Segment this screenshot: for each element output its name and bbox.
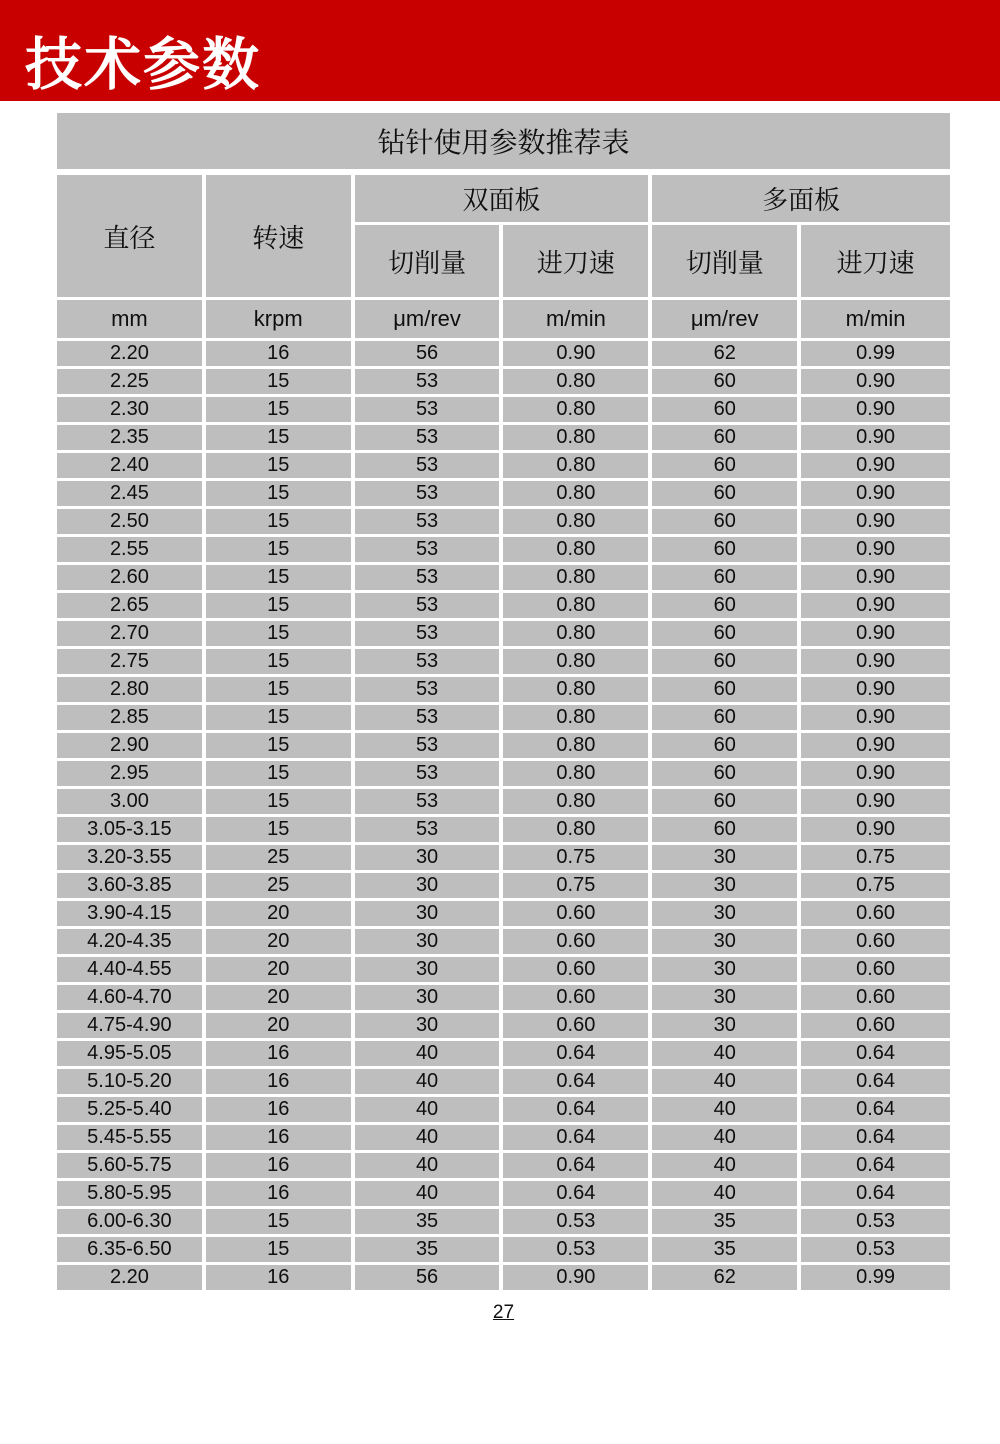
page-footer [57, 1302, 950, 1324]
parameters-table [57, 113, 950, 1293]
table-cell: 0.60 [503, 929, 652, 957]
table-cell: 0.80 [503, 565, 652, 593]
table-row [57, 985, 950, 1013]
table-cell: 53 [355, 761, 504, 789]
table-cell: 0.80 [503, 789, 652, 817]
table-cell: 20 [206, 957, 355, 985]
table-cell: 53 [355, 733, 504, 761]
table-row [57, 1013, 950, 1041]
table-cell: 2.85 [57, 705, 206, 733]
table-body [57, 341, 950, 1293]
table-cell: 56 [355, 341, 504, 369]
table-cell: 60 [652, 733, 801, 761]
unit-cell: krpm [206, 300, 355, 341]
table-row [57, 1069, 950, 1097]
table-cell: 0.80 [503, 425, 652, 453]
table-cell: 53 [355, 565, 504, 593]
table-row [57, 1209, 950, 1237]
table-cell: 0.64 [503, 1181, 652, 1209]
table-cell: 30 [355, 957, 504, 985]
table-cell: 0.90 [801, 481, 950, 509]
table-cell: 2.95 [57, 761, 206, 789]
table-cell: 0.90 [801, 397, 950, 425]
table-cell: 60 [652, 649, 801, 677]
table-cell: 60 [652, 789, 801, 817]
table-cell: 0.90 [801, 593, 950, 621]
table-cell: 2.35 [57, 425, 206, 453]
table-cell: 62 [652, 341, 801, 369]
table-cell: 53 [355, 481, 504, 509]
table-cell: 16 [206, 1125, 355, 1153]
table-row [57, 397, 950, 425]
table-row [57, 761, 950, 789]
table-cell: 30 [652, 985, 801, 1013]
table-row [57, 537, 950, 565]
table-cell: 30 [355, 985, 504, 1013]
table-cell: 15 [206, 621, 355, 649]
table-cell: 0.80 [503, 677, 652, 705]
table-row [57, 649, 950, 677]
page-title: 技术参数 [25, 33, 261, 97]
table-cell: 40 [652, 1181, 801, 1209]
table-cell: 15 [206, 789, 355, 817]
table-cell: 53 [355, 593, 504, 621]
table-title-row [57, 113, 950, 175]
table-cell: 0.80 [503, 705, 652, 733]
table-cell: 0.53 [801, 1209, 950, 1237]
table-cell: 15 [206, 565, 355, 593]
table-cell: 0.64 [801, 1125, 950, 1153]
table-cell: 3.00 [57, 789, 206, 817]
table-cell: 60 [652, 621, 801, 649]
table-cell: 40 [652, 1041, 801, 1069]
table-cell: 0.90 [503, 1265, 652, 1293]
table-cell: 40 [355, 1153, 504, 1181]
table-cell: 0.90 [801, 649, 950, 677]
table-cell: 0.64 [801, 1097, 950, 1125]
table-row [57, 845, 950, 873]
table-cell: 60 [652, 453, 801, 481]
table-cell: 0.90 [801, 509, 950, 537]
table-cell: 15 [206, 509, 355, 537]
table-cell: 53 [355, 509, 504, 537]
table-cell: 60 [652, 705, 801, 733]
table-cell: 0.64 [503, 1069, 652, 1097]
table-row [57, 677, 950, 705]
table-cell: 20 [206, 901, 355, 929]
table-cell: 25 [206, 873, 355, 901]
table-cell: 53 [355, 453, 504, 481]
table-cell: 40 [652, 1069, 801, 1097]
table-cell: 16 [206, 1181, 355, 1209]
table-cell: 53 [355, 621, 504, 649]
table-cell: 0.90 [801, 565, 950, 593]
table-cell: 30 [652, 901, 801, 929]
table-cell: 0.60 [801, 985, 950, 1013]
table-cell: 15 [206, 649, 355, 677]
table-cell: 0.60 [503, 1013, 652, 1041]
table-cell: 0.64 [503, 1125, 652, 1153]
table-cell: 0.90 [503, 341, 652, 369]
table-cell: 15 [206, 537, 355, 565]
table-cell: 0.60 [801, 929, 950, 957]
table-cell: 60 [652, 677, 801, 705]
table-cell: 16 [206, 341, 355, 369]
table-cell: 0.80 [503, 397, 652, 425]
table-cell: 53 [355, 817, 504, 845]
table-cell: 0.64 [503, 1041, 652, 1069]
table-cell: 2.45 [57, 481, 206, 509]
table-cell: 0.80 [503, 481, 652, 509]
table-cell: 0.80 [503, 537, 652, 565]
table-cell: 15 [206, 817, 355, 845]
table-row [57, 901, 950, 929]
table-cell: 0.90 [801, 537, 950, 565]
table-cell: 0.90 [801, 705, 950, 733]
table-row [57, 1097, 950, 1125]
table-cell: 0.90 [801, 453, 950, 481]
table-cell: 40 [355, 1069, 504, 1097]
table-cell: 60 [652, 593, 801, 621]
header-chipload-double: 切削量 [355, 225, 504, 300]
table-cell: 2.80 [57, 677, 206, 705]
table-cell: 60 [652, 397, 801, 425]
table-cell: 30 [652, 957, 801, 985]
table-cell: 60 [652, 509, 801, 537]
table-cell: 60 [652, 537, 801, 565]
table-cell: 15 [206, 453, 355, 481]
table-row [57, 621, 950, 649]
unit-cell: mm [57, 300, 206, 341]
table-cell: 53 [355, 425, 504, 453]
table-cell: 0.64 [801, 1041, 950, 1069]
table-cell: 15 [206, 705, 355, 733]
table-row [57, 733, 950, 761]
table-row [57, 929, 950, 957]
table-cell: 0.64 [801, 1181, 950, 1209]
table-cell: 3.90-4.15 [57, 901, 206, 929]
table-cell: 35 [652, 1237, 801, 1265]
table-cell: 4.60-4.70 [57, 985, 206, 1013]
table-cell: 2.30 [57, 397, 206, 425]
table-row [57, 817, 950, 845]
table-row [57, 873, 950, 901]
table-cell: 2.65 [57, 593, 206, 621]
table-cell: 2.60 [57, 565, 206, 593]
table-cell: 0.80 [503, 593, 652, 621]
table-cell: 0.80 [503, 509, 652, 537]
table-cell: 35 [355, 1209, 504, 1237]
header-chipload-multi: 切削量 [652, 225, 801, 300]
table-cell: 15 [206, 481, 355, 509]
table-cell: 2.70 [57, 621, 206, 649]
table-cell: 0.64 [503, 1097, 652, 1125]
table-cell: 5.60-5.75 [57, 1153, 206, 1181]
table-cell: 40 [355, 1181, 504, 1209]
table-cell: 16 [206, 1041, 355, 1069]
table-cell: 0.80 [503, 621, 652, 649]
table-cell: 6.00-6.30 [57, 1209, 206, 1237]
table-cell: 0.90 [801, 789, 950, 817]
table-cell: 0.60 [801, 901, 950, 929]
table-cell: 60 [652, 425, 801, 453]
table-cell: 0.64 [801, 1069, 950, 1097]
table-cell: 30 [355, 929, 504, 957]
header-group-multilayer: 多面板 [652, 175, 950, 225]
table-cell: 0.75 [801, 873, 950, 901]
table-cell: 0.80 [503, 761, 652, 789]
table-row [57, 789, 950, 817]
table-cell: 15 [206, 733, 355, 761]
table-cell: 0.75 [801, 845, 950, 873]
table-cell: 4.95-5.05 [57, 1041, 206, 1069]
unit-cell: m/min [801, 300, 950, 341]
table-cell: 0.99 [801, 1265, 950, 1293]
table-cell: 40 [355, 1097, 504, 1125]
table-cell: 15 [206, 425, 355, 453]
table-cell: 0.80 [503, 733, 652, 761]
table-cell: 30 [652, 929, 801, 957]
table-row [57, 1153, 950, 1181]
table-cell: 53 [355, 397, 504, 425]
table-cell: 0.75 [503, 873, 652, 901]
table-cell: 16 [206, 1069, 355, 1097]
table-cell: 30 [355, 873, 504, 901]
table-cell: 2.25 [57, 369, 206, 397]
table-cell: 30 [355, 1013, 504, 1041]
table-cell: 0.80 [503, 369, 652, 397]
table-cell: 0.60 [503, 957, 652, 985]
table-cell: 53 [355, 537, 504, 565]
table-cell: 0.53 [503, 1209, 652, 1237]
table-cell: 40 [652, 1097, 801, 1125]
table-cell: 2.90 [57, 733, 206, 761]
table-cell: 30 [652, 1013, 801, 1041]
table-cell: 53 [355, 677, 504, 705]
units-row [57, 300, 950, 341]
table-cell: 4.75-4.90 [57, 1013, 206, 1041]
table-row [57, 369, 950, 397]
table-cell: 0.60 [801, 957, 950, 985]
table-cell: 15 [206, 677, 355, 705]
table-cell: 30 [652, 873, 801, 901]
table-cell: 30 [652, 845, 801, 873]
table-cell: 0.99 [801, 341, 950, 369]
table-cell: 2.40 [57, 453, 206, 481]
table-cell: 20 [206, 1013, 355, 1041]
table-cell: 3.60-3.85 [57, 873, 206, 901]
table-cell: 3.20-3.55 [57, 845, 206, 873]
table-cell: 15 [206, 761, 355, 789]
table-row [57, 1041, 950, 1069]
table-cell: 60 [652, 565, 801, 593]
table-row [57, 509, 950, 537]
table-cell: 2.20 [57, 341, 206, 369]
table-cell: 15 [206, 1237, 355, 1265]
table-cell: 16 [206, 1153, 355, 1181]
table-cell: 0.90 [801, 621, 950, 649]
table-cell: 53 [355, 649, 504, 677]
table-cell: 56 [355, 1265, 504, 1293]
table-cell: 0.64 [503, 1153, 652, 1181]
table-row [57, 1265, 950, 1293]
table-cell: 2.20 [57, 1265, 206, 1293]
table-cell: 0.90 [801, 761, 950, 789]
table-row [57, 1125, 950, 1153]
table-cell: 20 [206, 985, 355, 1013]
table-cell: 15 [206, 369, 355, 397]
table-cell: 15 [206, 1209, 355, 1237]
header-diameter: 直径 [57, 175, 206, 300]
table-row [57, 425, 950, 453]
parameters-table-wrap [57, 113, 950, 1293]
table-cell: 60 [652, 761, 801, 789]
table-cell: 2.75 [57, 649, 206, 677]
header-infeed-double: 进刀速 [503, 225, 652, 300]
table-cell: 40 [355, 1041, 504, 1069]
table-cell: 2.50 [57, 509, 206, 537]
table-cell: 0.60 [801, 1013, 950, 1041]
unit-cell: m/min [503, 300, 652, 341]
table-cell: 5.45-5.55 [57, 1125, 206, 1153]
table-cell: 62 [652, 1265, 801, 1293]
table-cell: 20 [206, 929, 355, 957]
table-cell: 0.90 [801, 817, 950, 845]
table-row [57, 1237, 950, 1265]
table-cell: 0.90 [801, 733, 950, 761]
page-banner [0, 0, 1000, 101]
table-cell: 0.64 [801, 1153, 950, 1181]
table-cell: 0.90 [801, 369, 950, 397]
table-cell: 0.90 [801, 677, 950, 705]
table-cell: 16 [206, 1097, 355, 1125]
table-row [57, 453, 950, 481]
table-row [57, 1181, 950, 1209]
table-cell: 0.90 [801, 425, 950, 453]
table-cell: 0.53 [801, 1237, 950, 1265]
table-cell: 6.35-6.50 [57, 1237, 206, 1265]
table-cell: 0.80 [503, 453, 652, 481]
table-cell: 15 [206, 593, 355, 621]
table-cell: 53 [355, 789, 504, 817]
table-cell: 0.75 [503, 845, 652, 873]
table-cell: 60 [652, 481, 801, 509]
table-row [57, 705, 950, 733]
table-row [57, 481, 950, 509]
header-group-double-sided: 双面板 [355, 175, 653, 225]
table-cell: 40 [355, 1125, 504, 1153]
table-cell: 2.55 [57, 537, 206, 565]
table-row [57, 565, 950, 593]
table-cell: 0.60 [503, 901, 652, 929]
table-cell: 0.60 [503, 985, 652, 1013]
table-cell: 3.05-3.15 [57, 817, 206, 845]
table-cell: 60 [652, 817, 801, 845]
table-cell: 30 [355, 845, 504, 873]
page-number: 27 [492, 1302, 515, 1323]
unit-cell: μm/rev [652, 300, 801, 341]
table-cell: 15 [206, 397, 355, 425]
table-cell: 30 [355, 901, 504, 929]
table-cell: 35 [355, 1237, 504, 1265]
table-cell: 5.25-5.40 [57, 1097, 206, 1125]
table-cell: 40 [652, 1125, 801, 1153]
table-cell: 35 [652, 1209, 801, 1237]
header-speed: 转速 [206, 175, 355, 300]
table-cell: 0.80 [503, 817, 652, 845]
table-cell: 40 [652, 1153, 801, 1181]
table-cell: 5.80-5.95 [57, 1181, 206, 1209]
table-cell: 53 [355, 705, 504, 733]
table-row [57, 593, 950, 621]
table-row [57, 957, 950, 985]
header-group-row [57, 175, 950, 225]
table-cell: 0.80 [503, 649, 652, 677]
table-cell: 0.53 [503, 1237, 652, 1265]
table-cell: 53 [355, 369, 504, 397]
table-cell: 60 [652, 369, 801, 397]
table-title: 钻针使用参数推荐表 [57, 113, 950, 175]
table-cell: 4.40-4.55 [57, 957, 206, 985]
table-row [57, 341, 950, 369]
header-infeed-multi: 进刀速 [801, 225, 950, 300]
table-cell: 25 [206, 845, 355, 873]
unit-cell: μm/rev [355, 300, 504, 341]
table-cell: 16 [206, 1265, 355, 1293]
table-cell: 4.20-4.35 [57, 929, 206, 957]
table-cell: 5.10-5.20 [57, 1069, 206, 1097]
